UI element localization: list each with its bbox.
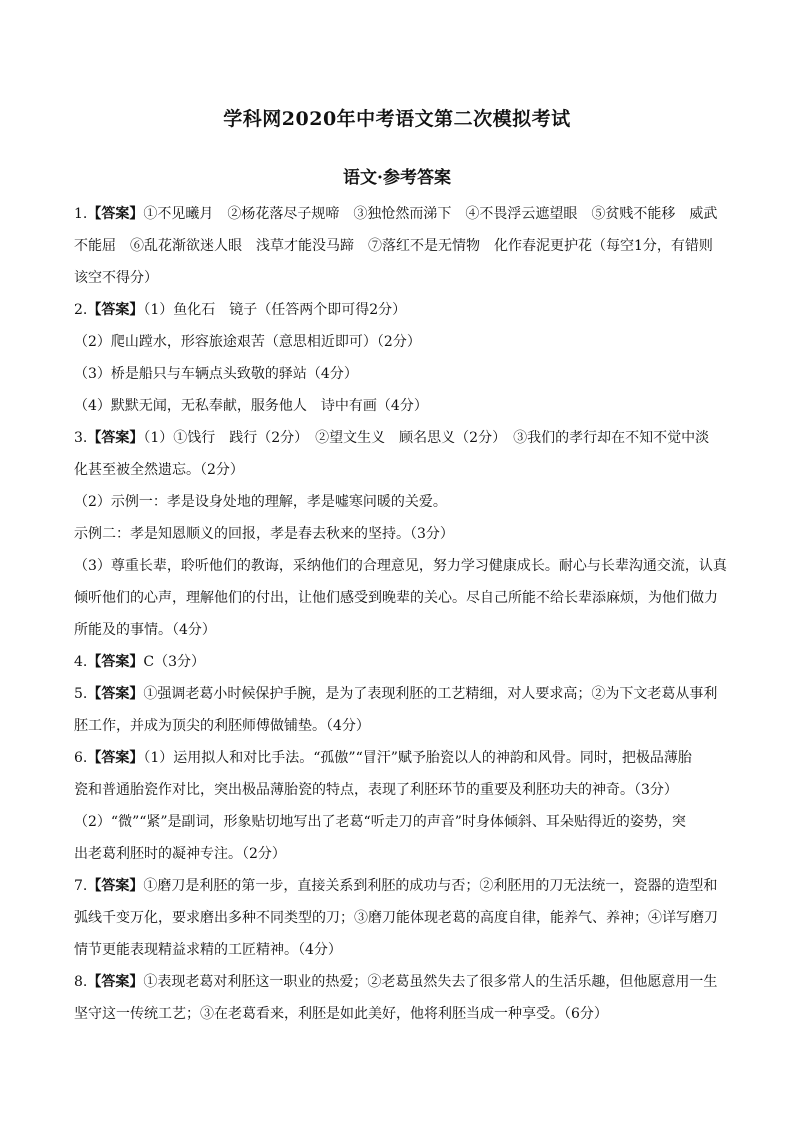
answer-3-line-1 <box>74 422 724 454</box>
answer-3-line-3: （2）示例一：孝是设身处地的理解，孝是嘘寒问暖的关爱。 <box>74 494 447 510</box>
answer-7 <box>74 870 724 966</box>
answer-2-number: 2. <box>74 302 88 318</box>
answer-1-line-1 <box>74 198 724 230</box>
answer-3 <box>74 422 727 646</box>
answer-8-number: 8. <box>74 974 88 990</box>
answer-1-line-3: 该空不得分） <box>74 270 158 286</box>
answer-8-text: ①表现老葛对利胚这一职业的热爱；②老葛虽然失去了很多常人的生活乐趣，但他愿意用一生 <box>143 974 718 990</box>
answer-list <box>74 198 727 1030</box>
answer-4-number: 4. <box>74 654 88 670</box>
answer-6-line-1 <box>74 742 724 774</box>
answer-3-tag: 【答案】 <box>87 430 144 446</box>
answer-7-text: ①磨刀是利胚的第一步，直接关系到利胚的成功与否；②利胚用的刀无法统一，瓷器的造型和 <box>143 878 718 894</box>
answer-8 <box>74 966 724 1030</box>
answer-2-line-2: （2）爬山蹚水，形容旅途艰苦（意思相近即可）（2分） <box>74 334 421 350</box>
page-title: 学科网2020年中考语文第二次模拟考试 <box>223 108 571 130</box>
answer-3-line-6: 倾听他们的心声，理解他们的付出，让他们感受到晚辈的关心。尽自己所能不给长辈添麻烦，为他们做力 <box>74 590 718 606</box>
answer-1-number: 1. <box>74 206 88 222</box>
answer-6-number: 6. <box>74 750 88 766</box>
page-subtitle: 语文·参考答案 <box>343 168 451 188</box>
answer-4-tag: 【答案】 <box>87 654 144 670</box>
answer-5-tag: 【答案】 <box>87 686 144 702</box>
answer-3-line-5: （3）尊重长辈，聆听他们的教诲，采纳他们的合理意见，努力学习健康成长。耐心与长辈沟通交流，认真 <box>74 558 727 574</box>
answer-3-line-4: 示例二：孝是知恩顺义的回报，孝是春去秋来的坚持。（3分） <box>74 526 454 542</box>
answer-7-number: 7. <box>74 878 88 894</box>
answer-8-line-1 <box>74 966 724 998</box>
answer-6-text: （1）运用拟人和对比手法。“孤傲”“冒汗”赋予胎瓷以人的神韵和风骨。同时，把极品薄胎 <box>143 750 692 766</box>
answer-1-text: ①不见曦月 ②杨花落尽子规啼 ③独怆然而涕下 ④不畏浮云遮望眼 ⑤贫贱不能移 威武 <box>143 206 718 222</box>
answer-2 <box>74 294 724 422</box>
answer-6-tag: 【答案】 <box>87 750 144 766</box>
answer-5-line-2: 胚工作，并成为顶尖的利胚师傅做铺垫。（4分） <box>74 718 370 734</box>
answer-7-line-2: 弧线千变万化，要求磨出多种不同类型的刀；③磨刀能体现老葛的高度自律，能养气、养神；④详写磨刀 <box>74 910 718 926</box>
answer-3-number: 3. <box>74 430 88 446</box>
answer-4-line-1 <box>74 646 724 678</box>
answer-6-line-4: 出老葛利胚时的凝神专注。（2分） <box>74 846 286 862</box>
answer-5-text: ①强调老葛小时候保护手腕，是为了表现利胚的工艺精细，对人要求高；②为下文老葛从事利 <box>143 686 718 702</box>
answer-2-line-1 <box>74 294 724 326</box>
answer-5-number: 5. <box>74 686 88 702</box>
answer-7-line-3: 情节更能表现精益求精的工匠精神。（4分） <box>74 942 342 958</box>
answer-3-line-7: 所能及的事情。（4分） <box>74 622 216 638</box>
answer-2-text: （1）鱼化石 镜子（任答两个即可得2分） <box>143 302 407 318</box>
answer-6 <box>74 742 724 870</box>
answer-3-line-2: 化甚至被全然遗忘。（2分） <box>74 462 244 478</box>
answer-1-line-2: 不能屈 ⑥乱花渐欲迷人眼 浅草才能没马蹄 ⑦落红不是无情物 化作春泥更护花（每空1分，有错则 <box>74 238 713 254</box>
answer-5 <box>74 678 724 742</box>
answer-4 <box>74 646 724 678</box>
answer-4-text: C（3分） <box>143 654 205 670</box>
answer-6-line-3: （2）“微”“紧”是副词，形象贴切地写出了老葛“听走刀的声音”时身体倾斜、耳朵贴得近的姿势，突 <box>74 814 686 830</box>
answer-5-line-1 <box>74 678 724 710</box>
answer-1-tag: 【答案】 <box>87 206 144 222</box>
answer-6-line-2: 瓷和普通胎瓷作对比，突出极品薄胎瓷的特点，表现了利胚环节的重要及利胚功夫的神奇。（3分） <box>74 782 678 798</box>
answer-2-line-4: （4）默默无闻，无私奉献，服务他人 诗中有画（4分） <box>74 398 428 414</box>
answer-2-tag: 【答案】 <box>87 302 144 318</box>
answer-3-text: （1）①饯行 践行（2分） ②望文生义 顾名思义（2分） ③我们的孝行却在不知不觉中淡 <box>143 430 710 446</box>
answer-2-line-3: （3）桥是船只与车辆点头致敬的驿站（4分） <box>74 366 358 382</box>
answer-1 <box>74 198 724 294</box>
answer-8-tag: 【答案】 <box>87 974 144 990</box>
answer-7-line-1 <box>74 870 724 902</box>
answer-7-tag: 【答案】 <box>87 878 144 894</box>
answer-8-line-2: 坚守这一传统工艺；③在老葛看来，利胚是如此美好，他将利胚当成一种享受。（6分） <box>74 1006 608 1022</box>
